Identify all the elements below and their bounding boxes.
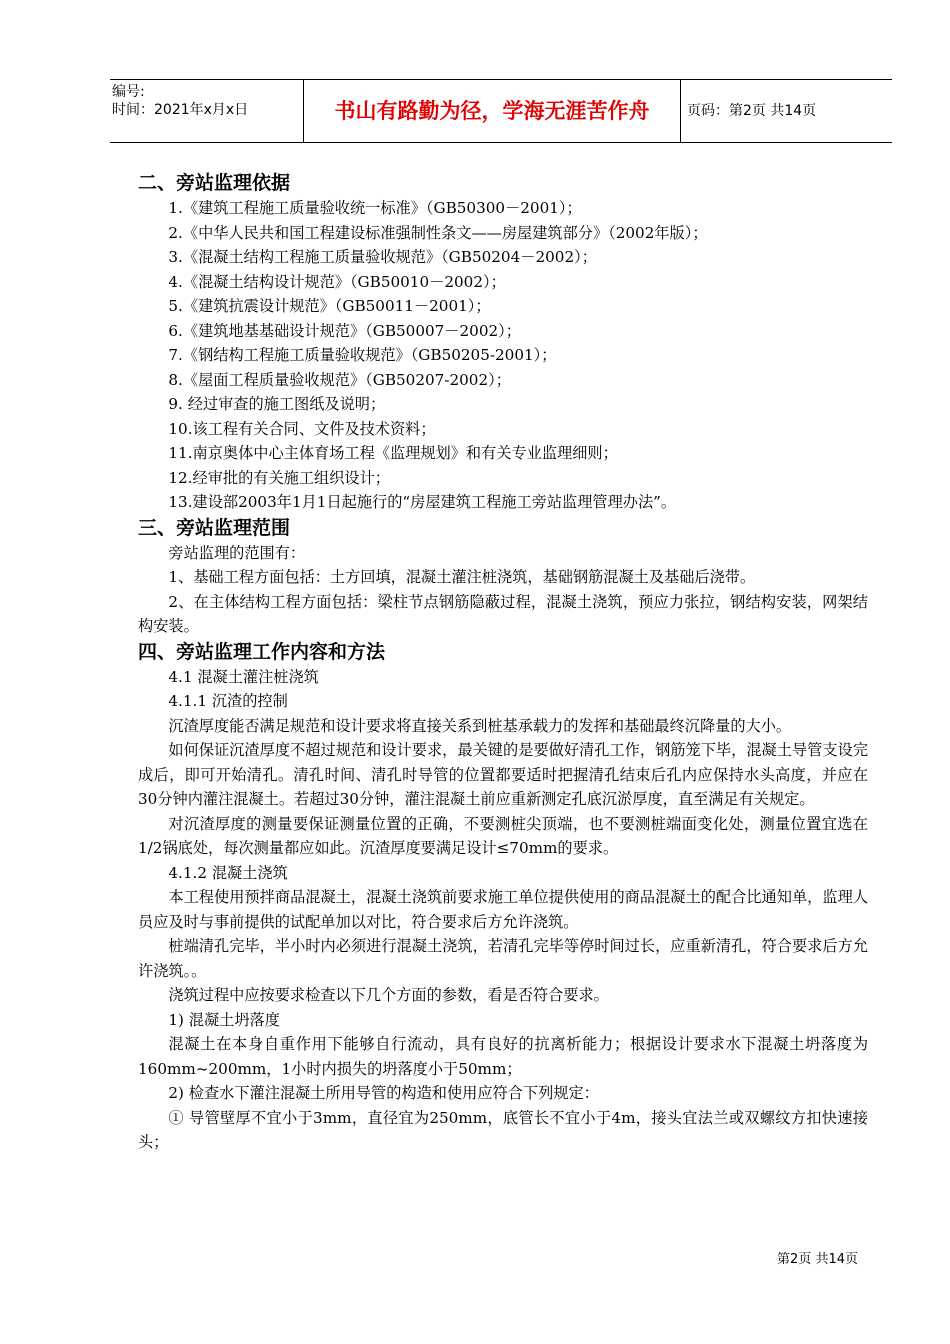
basis-item: 12.经审批的有关施工组织设计； — [168, 468, 390, 487]
methods-paragraph: 浇筑过程中应按要求检查以下几个方面的参数，看是否符合要求。 — [168, 986, 609, 1004]
methods-paragraph: 4.1.1 沉渣的控制 — [168, 692, 288, 710]
document-body — [138, 170, 868, 1155]
page-header — [110, 79, 892, 143]
section-heading-scope: 三、旁站监理范围 — [138, 516, 291, 539]
scope-paragraph: 1、基础工程方面包括：土方回填，混凝土灌注桩浇筑，基础钢筋混凝土及基础后浇带。 — [168, 568, 756, 586]
section-heading-basis: 二、旁站监理依据 — [138, 172, 291, 194]
header-page-number: 页码：第2页 共14页 — [687, 103, 817, 119]
methods-paragraph: 桩端清孔完毕，半小时内必须进行混凝土浇筑，若清孔完毕等停时间过长，应重新清孔，符合要求后方允许浇筑。。 — [138, 937, 868, 980]
basis-item: 7.《钢结构工程施工质量验收规范》（GB50205-2001）； — [168, 346, 557, 364]
methods-paragraph: 混凝土在本身自重作用下能够自行流动，具有良好的抗离析能力；根据设计要求水下混凝土坍落度为160mm~200mm，1小时内损失的坍落度小于50mm； — [138, 1035, 868, 1078]
basis-item: 8.《屋面工程质量验收规范》（GB50207-2002）； — [168, 370, 511, 389]
basis-item: 13.建设部2003年1月1日起施行的“房屋建筑工程施工旁站监理管理办法”。 — [168, 493, 677, 511]
methods-paragraph: 本工程使用预拌商品混凝土，混凝土浇筑前要求施工单位提供使用的商品混凝土的配合比通知单，监理人员应及时与事前提供的试配单加以对比，符合要求后方允许浇筑。 — [138, 888, 868, 931]
basis-item: 3.《混凝土结构工程施工质量验收规范》（GB50204－2002）； — [168, 248, 597, 266]
header-motto: 书山有路勤为径，学海无涯苦作舟 — [304, 80, 681, 142]
basis-item: 4.《混凝土结构设计规范》（GB50010－2002）； — [168, 272, 506, 291]
methods-paragraph: ① 导管壁厚不宜小于3mm，直径宜为250mm，底管长不宜小于4m，接头宜法兰或双螺纹方扣快速接头； — [138, 1108, 868, 1151]
methods-paragraph: 对沉渣厚度的测量要保证测量位置的正确，不要测桩尖顶端，也不要测桩端面变化处，测量位置宜选在1/2锅底处，每次测量都应如此。沉渣厚度要满足设计≤70mm的要求。 — [138, 814, 868, 857]
basis-item: 5.《建筑抗震设计规范》（GB50011－2001）； — [168, 297, 491, 315]
page-footer: 第2页 共14页 — [777, 1252, 858, 1267]
methods-paragraph: 2) 检查水下灌注混凝土所用导管的构造和使用应符合下列规定： — [168, 1084, 599, 1102]
methods-paragraph: 沉渣厚度能否满足规范和设计要求将直接关系到桩基承载力的发挥和基础最终沉降量的大小。 — [168, 716, 792, 735]
basis-item: 10.该工程有关合同、文件及技术资料； — [168, 419, 436, 438]
document-number-label: 编号: — [112, 84, 145, 100]
basis-item: 6.《建筑地基基础设计规范》（GB50007－2002）； — [168, 321, 521, 340]
section-heading-methods: 四、旁站监理工作内容和方法 — [138, 640, 386, 663]
basis-item: 1.《建筑工程施工质量验收统一标准》（GB50300－2001）； — [168, 199, 582, 217]
document-time-label: 时间：2021年x月x日 — [112, 102, 249, 118]
basis-item: 2.《中华人民共和国工程建设标准强制性条文——房屋建筑部分》（2002年版）； — [168, 223, 708, 242]
basis-item: 11.南京奥体中心主体育场工程《监理规划》和有关专业监理细则； — [168, 444, 618, 462]
header-meta-cell — [110, 80, 304, 142]
scope-paragraph: 2、在主体结构工程方面包括：梁柱节点钢筋隐蔽过程，混凝土浇筑，预应力张拉，钢结构安装，网架结构安装。 — [138, 592, 868, 635]
methods-paragraph: 4.1.2 混凝土浇筑 — [168, 863, 288, 882]
methods-paragraph: 如何保证沉渣厚度不超过规范和设计要求，最关键的是要做好清孔工作，钢筋笼下毕，混凝土导管支设完成后，即可开始清孔。清孔时间、清孔时导管的位置都要适时把握清孔结束后孔内应保持水头高度，并应在30分钟内灌注混凝土。若超过30分钟，灌注混凝土前应重新测定孔底沉淤厚度，直至满足有关规定。 — [138, 741, 868, 808]
basis-item: 9. 经过审查的施工图纸及说明； — [168, 395, 386, 413]
scope-paragraph: 旁站监理的范围有： — [168, 543, 306, 562]
methods-paragraph: 1) 混凝土坍落度 — [168, 1010, 280, 1029]
methods-paragraph: 4.1 混凝土灌注桩浇筑 — [168, 667, 319, 686]
